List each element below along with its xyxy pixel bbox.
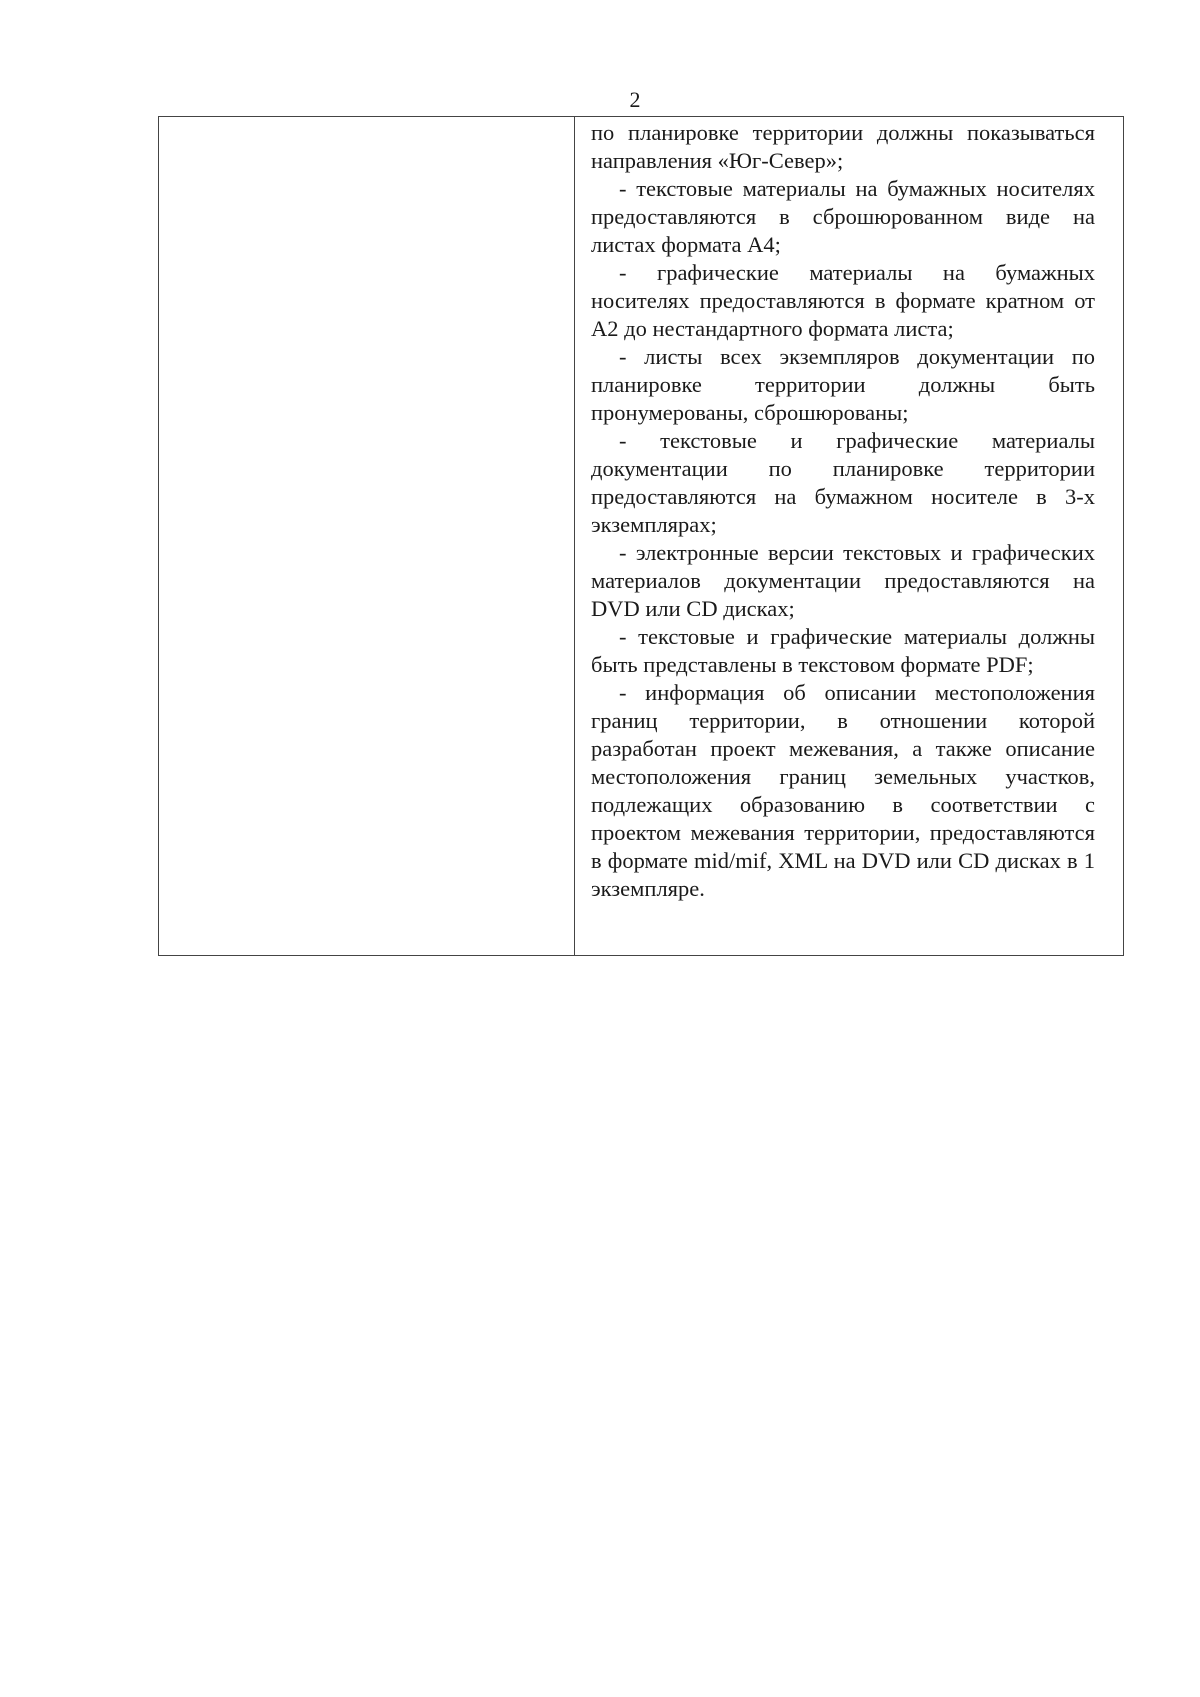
requirement-paragraph: - графические материалы на бумажных носителях предоставляются в формате кратном от А2 до нестандартного формата листа; <box>591 260 1095 341</box>
requirement-paragraph: - листы всех экземпляров документации по планировке территории должны быть пронумерованы, сброшюрованы; <box>591 344 1095 425</box>
requirement-paragraph: по планировке территории должны показываться направления «Юг-Север»; <box>591 120 1095 173</box>
page-number: 2 <box>629 87 641 112</box>
table-cell-left <box>159 117 575 955</box>
requirement-paragraph: - электронные версии текстовых и графических материалов документации предоставляются на DVD или CD дисках; <box>591 540 1095 621</box>
requirement-paragraph: - информация об описании местоположения границ территории, в отношении которой разработан проект межевания, а также описание местоположения границ земельных участков, подлежащих образованию в соответствии с проектом межевания территории, предоставляются в формате mid/mif, XML на DVD или CD дисках в 1 экземпляре. <box>591 680 1095 901</box>
table-cell-right <box>575 117 1123 955</box>
requirement-paragraph: - текстовые и графические материалы документации по планировке территории предоставляются на бумажном носителе в 3-х экземплярах; <box>591 428 1095 537</box>
requirement-paragraph: - текстовые и графические материалы должны быть представлены в текстовом формате PDF; <box>591 624 1095 677</box>
requirements-table <box>158 116 1124 956</box>
requirement-paragraph: - текстовые материалы на бумажных носителях предоставляются в сброшюрованном виде на листах формата А4; <box>591 176 1095 257</box>
